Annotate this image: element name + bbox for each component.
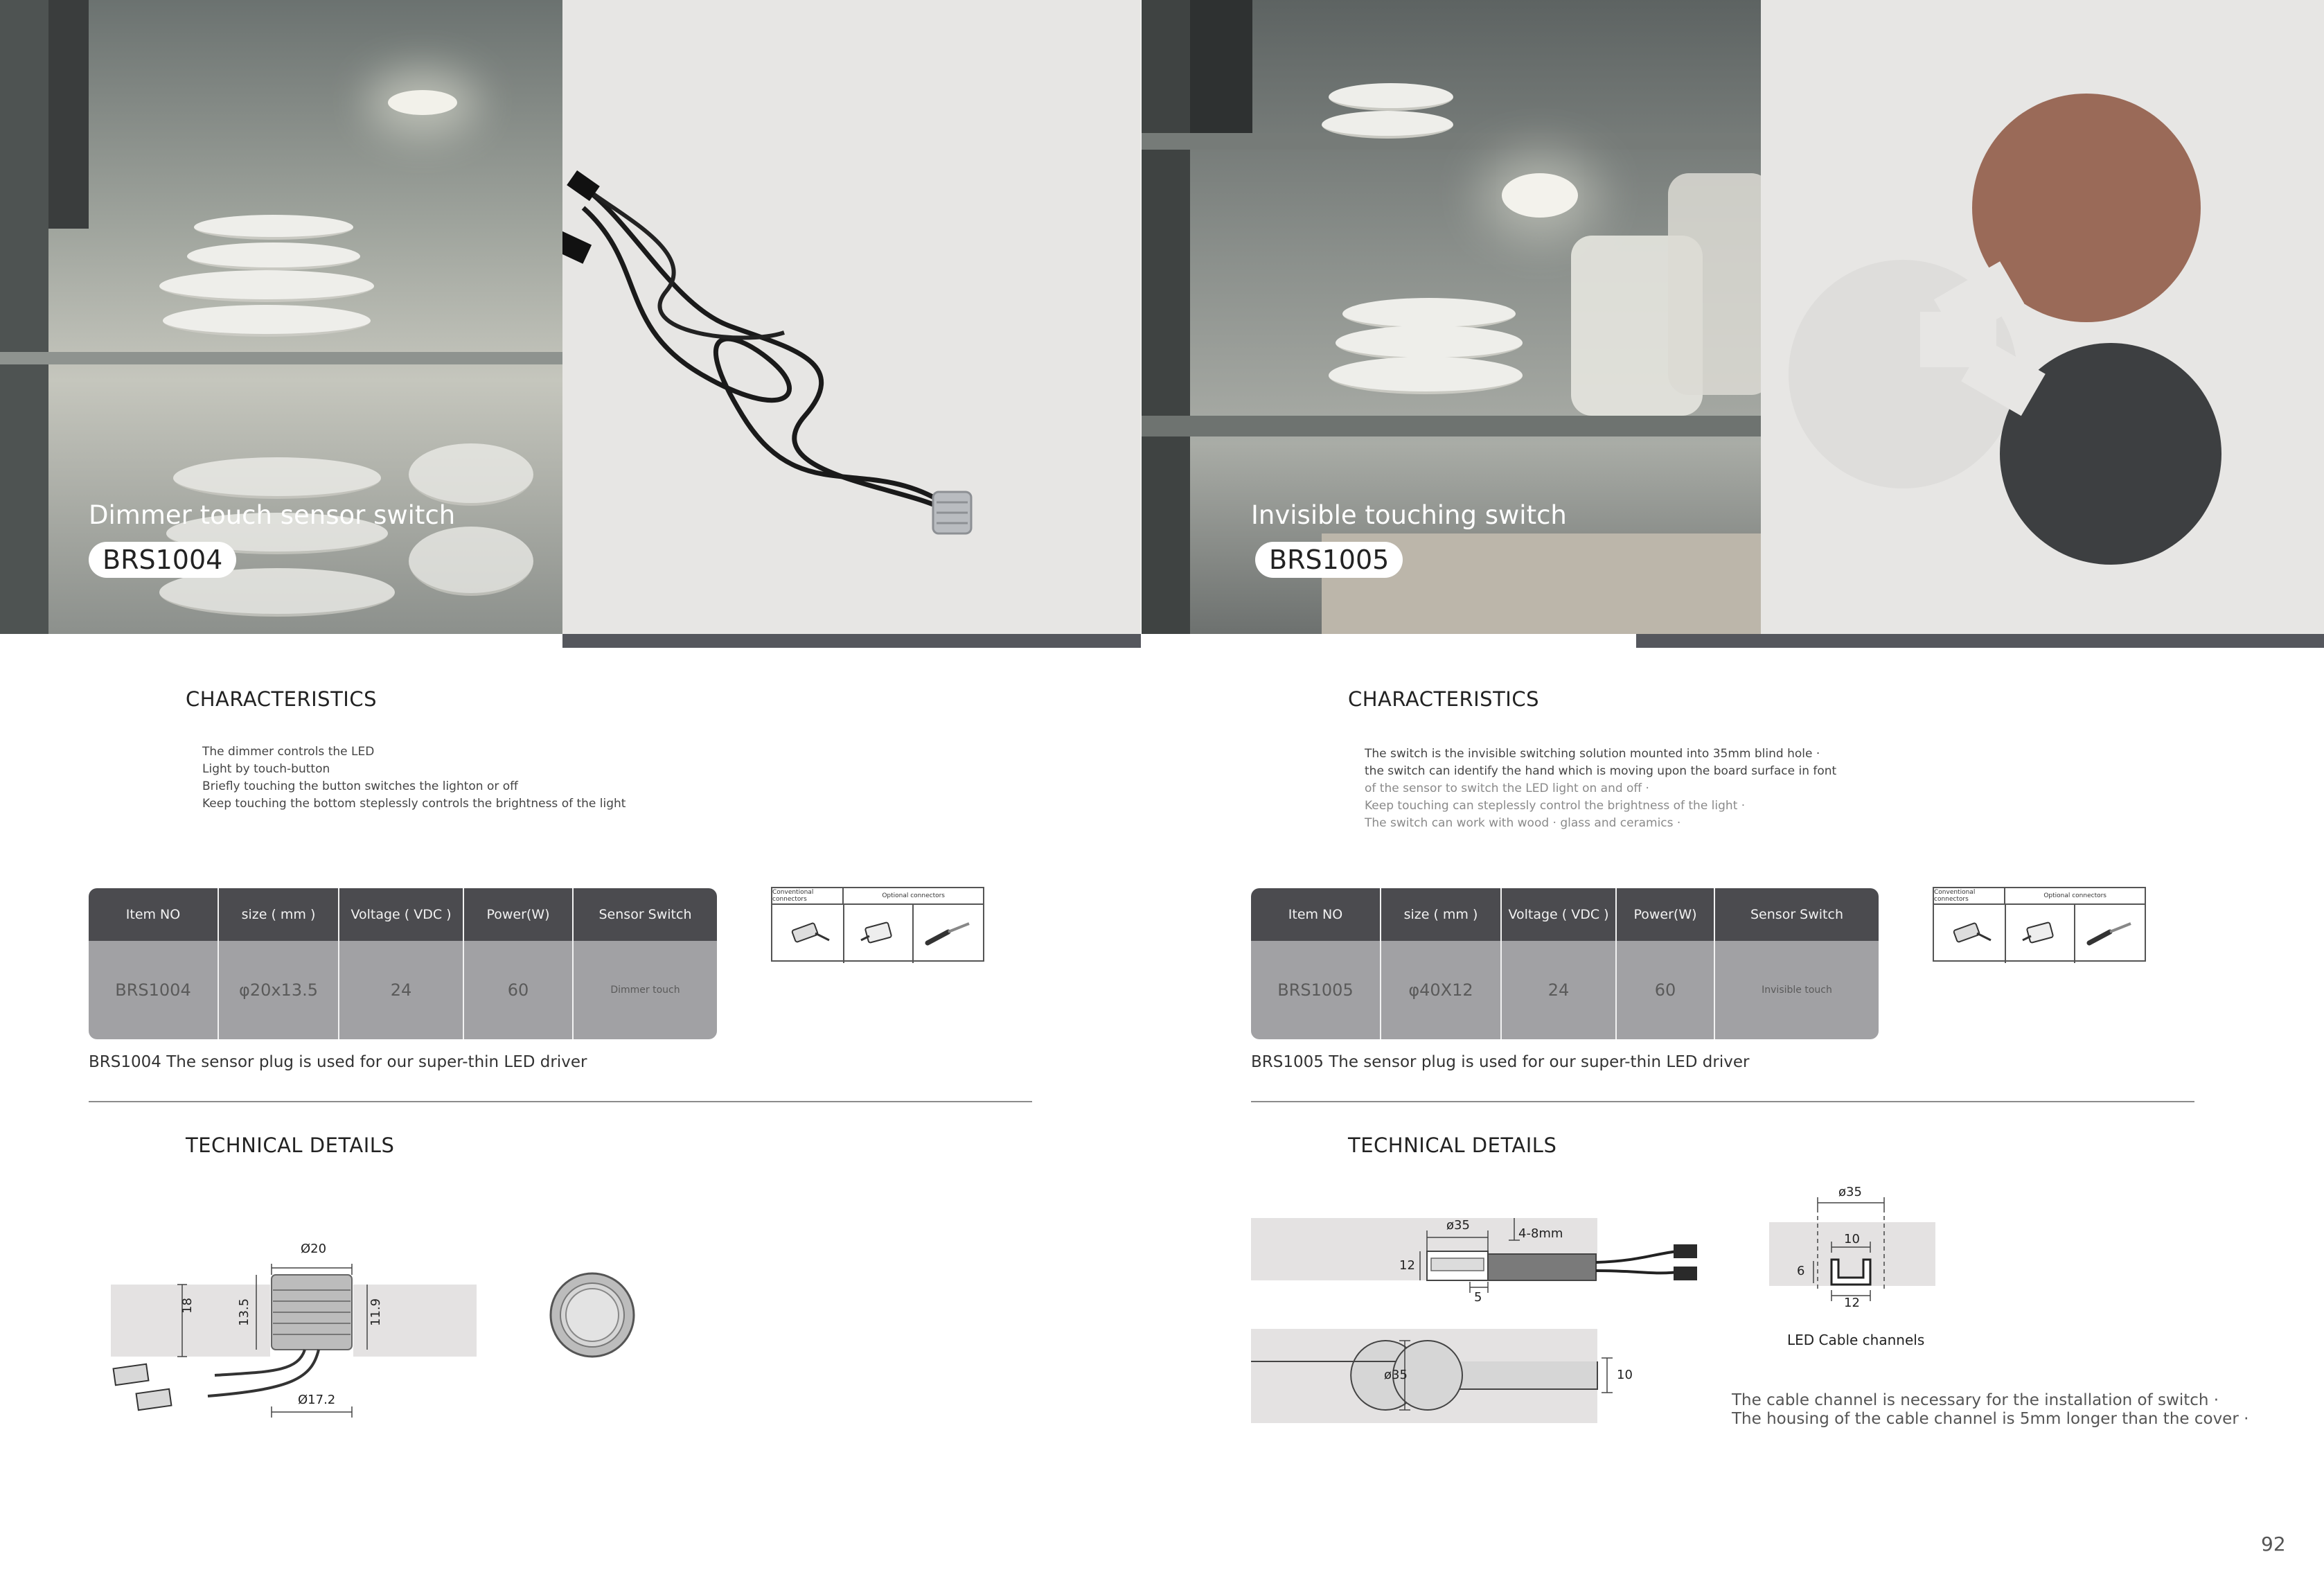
connector-jack-icon bbox=[914, 905, 983, 963]
right-hero-title: Invisible touching switch bbox=[1251, 500, 1567, 530]
left-technical-title: TECHNICAL DETAILS bbox=[186, 1133, 395, 1157]
characteristic-line: The dimmer controls the LED bbox=[202, 745, 375, 759]
caption-line: The housing of the cable channel is 5mm longer than the cover · bbox=[1732, 1410, 2249, 1428]
header-power: Power(W) bbox=[464, 888, 574, 941]
left-hero-photo bbox=[0, 0, 562, 634]
cell-sensor-switch: Invisible touch bbox=[1762, 985, 1832, 996]
right-product-code: BRS1005 bbox=[1255, 542, 1403, 578]
header-voltage: Voltage ( VDC ) bbox=[1502, 888, 1617, 941]
connector-socket-icon bbox=[2006, 905, 2075, 963]
right-section-drawing bbox=[1251, 1212, 1722, 1434]
header-item-no: Item NO bbox=[89, 888, 219, 941]
dim-diameter-35-bottom: ø35 bbox=[1384, 1368, 1408, 1382]
right-characteristics-title: CHARACTERISTICS bbox=[1348, 687, 1540, 711]
dim-height-12: 12 bbox=[1399, 1258, 1415, 1273]
connector-plug-icon bbox=[1934, 905, 2006, 963]
conventional-connectors-label: Conventional connectors bbox=[1934, 888, 2005, 903]
table-row bbox=[89, 941, 717, 1039]
header-size: size ( mm ) bbox=[1381, 888, 1502, 941]
characteristic-line: Keep touching the bottom steplessly controls the brightness of the light bbox=[202, 797, 626, 811]
right-characteristics-list bbox=[1365, 746, 1836, 832]
right-note: BRS1005 The sensor plug is used for our super-thin LED driver bbox=[1251, 1053, 1750, 1071]
table-row bbox=[1251, 941, 1879, 1039]
left-divider bbox=[89, 1101, 1032, 1102]
sensor-switch-cable-image bbox=[562, 0, 1141, 634]
cell-sensor-switch: Dimmer touch bbox=[610, 985, 680, 996]
optional-connectors-label: Optional connectors bbox=[2043, 892, 2106, 899]
left-connectors-box bbox=[771, 887, 984, 962]
dim-depth: 4-8mm bbox=[1518, 1226, 1563, 1241]
header-power: Power(W) bbox=[1617, 888, 1715, 941]
cell-voltage: 24 bbox=[339, 941, 464, 1039]
connector-jack-icon bbox=[2075, 905, 2145, 963]
cell-item-no: BRS1005 bbox=[1251, 941, 1381, 1039]
left-technical-drawing bbox=[111, 1233, 485, 1427]
cell-item-no: BRS1004 bbox=[89, 941, 219, 1039]
right-divider bbox=[1251, 1101, 2194, 1102]
right-spec-table bbox=[1251, 888, 1879, 1039]
channel-height-6: 6 bbox=[1797, 1264, 1805, 1278]
header-sensor-switch: Sensor Switch bbox=[1750, 907, 1843, 922]
left-hero-bar bbox=[562, 634, 1141, 648]
dim-diameter-20: Ø20 bbox=[301, 1242, 327, 1256]
right-hero-photo bbox=[1142, 0, 1761, 634]
left-hero-product-panel bbox=[562, 0, 1141, 634]
cell-power: 60 bbox=[1617, 941, 1715, 1039]
connector-plug-icon bbox=[772, 905, 844, 963]
switch-top-view-drawing bbox=[547, 1270, 637, 1360]
channel-width-12: 12 bbox=[1844, 1296, 1860, 1310]
cell-power: 60 bbox=[464, 941, 574, 1039]
page-number: 92 bbox=[2261, 1533, 2286, 1555]
dim-diameter-35-top: ø35 bbox=[1446, 1218, 1470, 1233]
dim-height-18: 18 bbox=[180, 1298, 195, 1314]
left-product-code: BRS1004 bbox=[89, 542, 236, 578]
right-connectors-box bbox=[1933, 887, 2146, 962]
header-voltage: Voltage ( VDC ) bbox=[339, 888, 464, 941]
cell-voltage: 24 bbox=[1502, 941, 1617, 1039]
characteristic-line: The switch is the invisible switching solution mounted into 35mm blind hole · bbox=[1365, 747, 1820, 761]
channel-width-10: 10 bbox=[1844, 1232, 1860, 1246]
cable-channel-caption bbox=[1732, 1391, 2248, 1429]
table-header-row bbox=[1251, 888, 1879, 941]
dim-width-10: 10 bbox=[1617, 1368, 1633, 1382]
characteristic-line: Briefly touching the button switches the lighton or off bbox=[202, 779, 518, 793]
left-characteristics-title: CHARACTERISTICS bbox=[186, 687, 378, 711]
connector-socket-icon bbox=[844, 905, 914, 963]
cable-channel-label: LED Cable channels bbox=[1787, 1332, 1925, 1348]
characteristic-line: the switch can identify the hand which is moving upon the board surface in font bbox=[1365, 764, 1837, 778]
cell-size: φ20x13.5 bbox=[219, 941, 339, 1039]
header-sensor-switch: Sensor Switch bbox=[598, 907, 692, 922]
dim-width-5: 5 bbox=[1474, 1290, 1482, 1305]
left-note: BRS1004 The sensor plug is used for our super-thin LED driver bbox=[89, 1053, 587, 1071]
right-hero-product-panel bbox=[1761, 0, 2324, 634]
characteristic-line: Light by touch-button bbox=[202, 762, 330, 776]
header-item-no: Item NO bbox=[1251, 888, 1381, 941]
right-technical-title: TECHNICAL DETAILS bbox=[1348, 1133, 1557, 1157]
channel-diameter-35: ø35 bbox=[1838, 1185, 1862, 1199]
left-hero-title: Dimmer touch sensor switch bbox=[89, 500, 456, 530]
characteristic-line: Keep touching can steplessly control the brightness of the light · bbox=[1365, 799, 1746, 813]
right-hero-bar bbox=[1636, 634, 2324, 648]
optional-connectors-label: Optional connectors bbox=[882, 892, 945, 899]
left-characteristics-list bbox=[202, 743, 626, 813]
characteristic-line: The switch can work with wood · glass and ceramics · bbox=[1365, 816, 1681, 830]
dim-height-13-5: 13.5 bbox=[237, 1298, 251, 1326]
dim-height-11-9: 11.9 bbox=[369, 1298, 383, 1326]
conventional-connectors-label: Conventional connectors bbox=[772, 888, 844, 903]
cell-size: φ40X12 bbox=[1381, 941, 1502, 1039]
cable-channel-drawing bbox=[1766, 1178, 1940, 1316]
invisible-switch-discs-image bbox=[1761, 0, 2324, 634]
table-header-row bbox=[89, 888, 717, 941]
left-spec-table bbox=[89, 888, 717, 1039]
caption-line: The cable channel is necessary for the installation of switch · bbox=[1732, 1391, 2219, 1409]
header-size: size ( mm ) bbox=[219, 888, 339, 941]
dim-diameter-17-2: Ø17.2 bbox=[298, 1393, 336, 1407]
characteristic-line: of the sensor to switch the LED light on and off · bbox=[1365, 782, 1649, 795]
